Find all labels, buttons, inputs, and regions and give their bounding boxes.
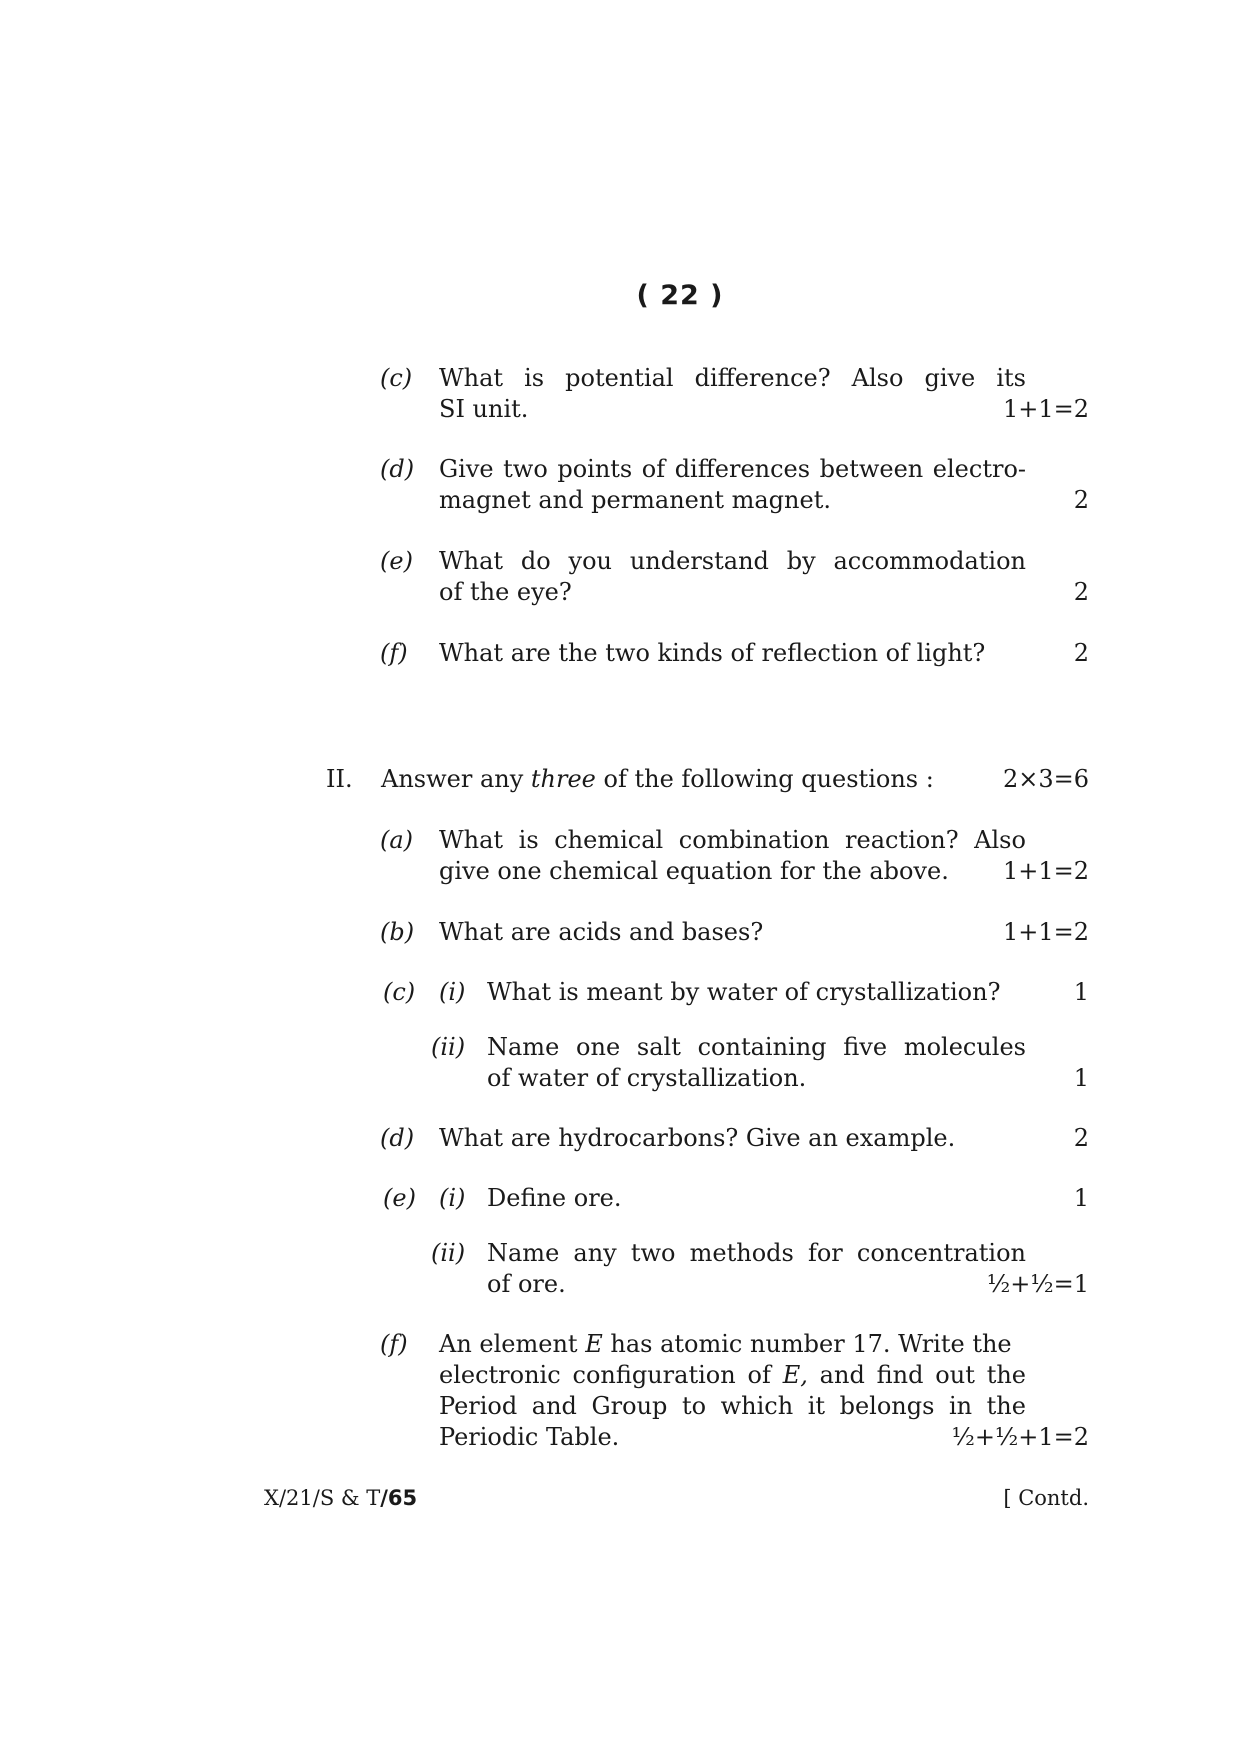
question-text-line: Define ore. (487, 1184, 622, 1212)
question-label: (c) (380, 364, 413, 392)
question-text-line: What is chemical combination reaction? Also (439, 826, 1026, 854)
question-text-line: SI unit. (439, 395, 529, 423)
question-text-line: What are acids and bases? (439, 918, 764, 946)
question-text-line: of ore. (487, 1270, 566, 1298)
question-text-line: magnet and permanent magnet. (439, 486, 831, 514)
question-text-line: of water of crystallization. (487, 1064, 807, 1092)
marks: 2 (1073, 639, 1089, 667)
question-label: (a) (380, 826, 414, 854)
question-label: (f) (380, 1330, 408, 1358)
marks: 1 (1073, 978, 1089, 1006)
continued-note: [ Contd. (1003, 1486, 1089, 1510)
question-text-line: Periodic Table. (439, 1423, 620, 1451)
marks: 2 (1073, 486, 1089, 514)
question-label: (e) (383, 1184, 416, 1212)
section-numeral: II. (326, 765, 353, 793)
sub-question-label: (i) (439, 1184, 466, 1212)
question-text-line: What is potential difference? Also give its (439, 364, 1026, 392)
marks: ½+½+1=2 (951, 1423, 1089, 1451)
question-text-line: What are the two kinds of reflection of light? (439, 639, 986, 667)
question-text-line: What do you understand by accommodation (439, 547, 1026, 575)
sub-question-label: (i) (439, 978, 466, 1006)
question-text-line: What is meant by water of crystallization? (487, 978, 1001, 1006)
question-label: (f) (380, 639, 408, 667)
question-text-line: of the eye? (439, 578, 572, 606)
paper-code: X/21/S & T/65 (264, 1486, 418, 1510)
marks: 1+1=2 (1002, 918, 1089, 946)
sub-question-label: (ii) (431, 1033, 466, 1061)
section-instruction: Answer any three of the following questions : (381, 765, 934, 793)
question-label: (d) (380, 455, 415, 483)
marks: ½+½=1 (986, 1270, 1089, 1298)
question-label: (e) (380, 547, 413, 575)
marks: 1+1=2 (1002, 395, 1089, 423)
marks: 2 (1073, 578, 1089, 606)
marks: 1 (1073, 1184, 1089, 1212)
sub-question-label: (ii) (431, 1239, 466, 1267)
question-text-line: Give two points of differences between electro- (439, 455, 1026, 483)
page-number: ( 22 ) (636, 280, 724, 311)
question-label: (c) (383, 978, 416, 1006)
question-text-line: Name one salt containing five molecules (487, 1033, 1026, 1061)
marks: 2 (1073, 1124, 1089, 1152)
marks: 2×3=6 (1002, 765, 1089, 793)
question-text-line: Period and Group to which it belongs in the (439, 1392, 1026, 1420)
question-text-line: What are hydrocarbons? Give an example. (439, 1124, 956, 1152)
question-label: (d) (380, 1124, 415, 1152)
marks: 1+1=2 (1002, 857, 1089, 885)
marks: 1 (1073, 1064, 1089, 1092)
question-text-line: electronic configuration of E, and find out the (439, 1361, 1026, 1389)
question-text-line: An element E has atomic number 17. Write the (439, 1330, 1012, 1358)
question-text-line: give one chemical equation for the above. (439, 857, 949, 885)
question-label: (b) (380, 918, 415, 946)
question-text-line: Name any two methods for concentration (487, 1239, 1026, 1267)
